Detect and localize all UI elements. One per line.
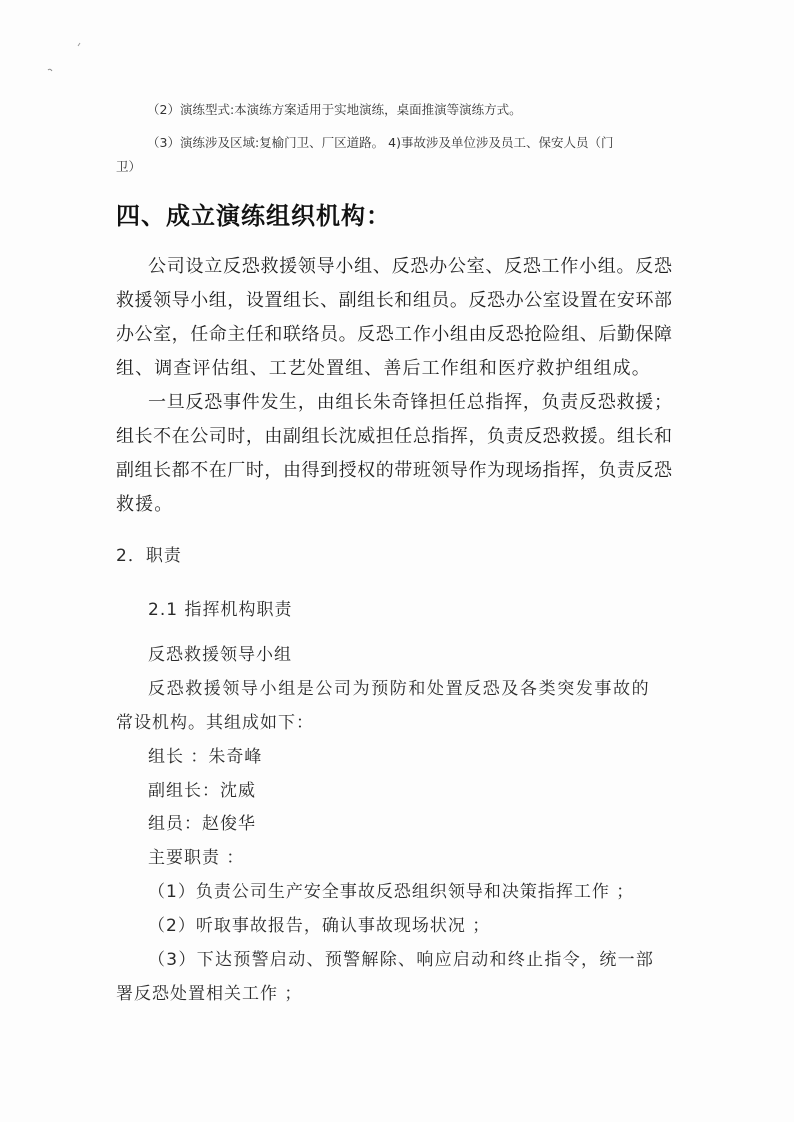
duty-item: （2）听取事故报告，确认事故现场状况 ； <box>148 916 491 936</box>
paragraph1-line: 公司设立反恐救援领导小组、反恐办公室、反恐工作小组。反恐 <box>148 256 672 277</box>
drill-area-item-continued: 卫） <box>116 159 142 174</box>
paragraph2-line: 救援。 <box>116 494 174 515</box>
command-duties-subtitle: 2.1 指挥机构职责 <box>148 600 293 620</box>
duty-item: （3）下达预警启动、预警解除、响应启动和终止指令，统一部 <box>148 950 655 970</box>
paragraph2-line: 副组长都不在厂时，由得到授权的带班领导作为现场指挥，负责反恐 <box>116 460 672 481</box>
main-duties-label: 主要职责 ： <box>148 848 245 868</box>
group-intro-line: 常设机构。其组成如下： <box>116 713 314 733</box>
drill-type-item: （2）演练型式:本演练方案适用于实地演练，桌面推演等演练方式。 <box>147 102 522 117</box>
duty-item-continued: 署反恐处置相关工作 ； <box>116 984 303 1004</box>
paragraph1-line: 组、调查评估组、工艺处置组、善后工作组和医疗救护组组成。 <box>116 358 651 379</box>
duties-section-title: 2．职责 <box>116 546 182 566</box>
deputy-leader: 副组长：沈威 <box>148 781 256 801</box>
paragraph2-line: 组长不在公司时，由副组长沈威担任总指挥，负责反恐救援。组长和 <box>116 426 672 447</box>
paragraph1-line: 救援领导小组，设置组长、副组长和组员。反恐办公室设置在安环部 <box>116 290 672 311</box>
group-member: 组员：赵俊华 <box>148 814 256 834</box>
leading-group-name: 反恐救援领导小组 <box>148 645 292 665</box>
section-four-heading: 四、成立演练组织机构： <box>116 202 391 230</box>
drill-area-item: （3）演练涉及区域:复榆门卫、厂区道路。 4)事故涉及单位涉及员工、保安人员（门 <box>147 135 614 150</box>
paragraph1-line: 办公室，任命主任和联络员。反恐工作小组由反恐抢险组、后勤保障 <box>116 324 672 345</box>
duty-item: （1）负责公司生产安全事故反恐组织领导和决策指挥工作 ； <box>148 882 635 902</box>
group-intro-line: 反恐救援领导小组是公司为预防和处置反恐及各类突发事故的 <box>148 679 651 699</box>
paragraph2-line: 一旦反恐事件发生，由组长朱奇锋担任总指挥，负责反恐救援； <box>148 392 672 413</box>
scan-speck-marks <box>44 40 84 80</box>
group-leader: 组长 ：朱奇峰 <box>148 747 263 767</box>
